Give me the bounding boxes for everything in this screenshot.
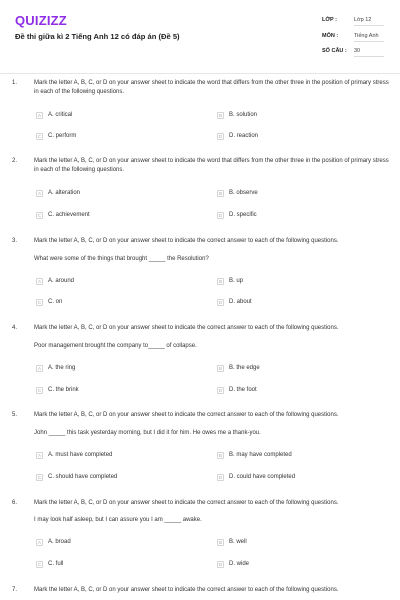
option-a-marker: A (37, 452, 41, 458)
class-label: LỚP : (322, 17, 337, 23)
option-d[interactable] (217, 385, 257, 395)
option-b[interactable] (217, 276, 243, 286)
option-c[interactable] (36, 385, 79, 395)
quizizz-logo: QUIZIZZ (15, 13, 67, 28)
option-d-text: D. wide (229, 561, 250, 567)
option-a[interactable] (36, 363, 75, 373)
option-a-text: A. the ring (48, 365, 76, 371)
question-text: Mark the letter A, B, C, or D on your answer sheet to indicate the correct answer to each of the following questions. (34, 412, 339, 418)
option-c-text: C. the brink (48, 387, 79, 393)
option-a-marker: A (37, 112, 41, 118)
option-c-text: C. achievement (48, 212, 90, 218)
question-text: Mark the letter A, B, C, or D on your answer sheet to indicate the word that differs from the other three in the position of primary stress in each of the following questions. (34, 80, 389, 95)
option-d[interactable] (217, 472, 295, 482)
class-value: Lớp 12 (354, 17, 384, 26)
option-c-marker: C (37, 133, 42, 139)
option-b[interactable] (217, 188, 258, 198)
question-count-value: 30 (354, 48, 384, 57)
option-c[interactable] (36, 131, 76, 141)
option-b-text: B. the edge (229, 365, 260, 371)
option-c-marker: C (37, 212, 42, 218)
question-text: Mark the letter A, B, C, or D on your answer sheet to indicate the correct answer to each of the following questions. (34, 587, 339, 593)
question-sentence: Poor management brought the company to_____ of collapse. (34, 343, 197, 349)
option-d-marker: D (218, 387, 223, 393)
option-a-text: A. alteration (48, 190, 81, 196)
option-d-text: D. reaction (229, 133, 259, 139)
option-b-marker: B (218, 112, 222, 118)
option-d-text: D. the foot (229, 387, 257, 393)
option-c-text: C. perform (48, 133, 77, 139)
option-c-text: C. on (48, 299, 63, 305)
question-sentence: What were some of the things that brought _____ the Resolution? (34, 256, 209, 262)
option-d[interactable] (217, 210, 257, 220)
option-d-text: D. about (229, 299, 252, 305)
option-c-marker: C (37, 299, 42, 305)
question-number: 2. (12, 158, 18, 164)
page-title: Đề thi giữa kì 2 Tiếng Anh 12 có đáp án (Đề 5) (15, 32, 180, 41)
option-a-marker: A (37, 539, 41, 545)
question-number: 6. (12, 500, 18, 506)
option-b-marker: B (218, 365, 222, 371)
option-a-marker: A (37, 278, 41, 284)
option-c-text: C. full (48, 561, 64, 567)
option-b-marker: B (218, 539, 222, 545)
option-c-marker: C (37, 387, 42, 393)
question-number: 7. (12, 587, 18, 593)
option-d[interactable] (217, 559, 249, 569)
option-b-text: B. well (229, 539, 247, 545)
option-c[interactable] (36, 559, 63, 569)
option-a[interactable] (36, 450, 112, 460)
question-text: Mark the letter A, B, C, or D on your answer sheet to indicate the correct answer to each of the following questions. (34, 238, 339, 244)
option-a[interactable] (36, 188, 80, 198)
question-text: Mark the letter A, B, C, or D on your answer sheet to indicate the correct answer to each of the following questions. (34, 325, 339, 331)
option-a-marker: A (37, 365, 41, 371)
option-a-text: A. critical (48, 112, 73, 118)
question-sentence: I may look half asleep, but I can assure you I am _____ awake. (34, 517, 202, 523)
option-c[interactable] (36, 297, 62, 307)
question-number: 4. (12, 325, 18, 331)
option-b[interactable] (217, 537, 247, 547)
option-d-marker: D (218, 299, 223, 305)
option-a-text: A. broad (48, 539, 71, 545)
option-b-marker: B (218, 452, 222, 458)
option-b[interactable] (217, 363, 260, 373)
option-a-text: A. must have completed (48, 452, 113, 458)
option-a[interactable] (36, 537, 71, 547)
option-d-marker: D (218, 212, 223, 218)
option-c[interactable] (36, 210, 90, 220)
question-number: 3. (12, 238, 18, 244)
option-d-marker: D (218, 474, 223, 480)
option-b-marker: B (218, 190, 222, 196)
option-d-text: D. could have completed (229, 474, 296, 480)
option-b[interactable] (217, 450, 292, 460)
question-count-label: SỐ CÂU : (322, 48, 347, 54)
question-sentence: John _____ this task yesterday morning, but I did it for him. He owes me a thank-you. (34, 430, 261, 436)
question-text: Mark the letter A, B, C, or D on your answer sheet to indicate the correct answer to each of the following questions. (34, 500, 339, 506)
option-a[interactable] (36, 276, 74, 286)
option-c[interactable] (36, 472, 117, 482)
header-divider (0, 73, 400, 74)
option-c-text: C. should have completed (48, 474, 118, 480)
option-b-marker: B (218, 278, 222, 284)
option-b-text: B. observe (229, 190, 258, 196)
option-c-marker: C (37, 474, 42, 480)
option-a[interactable] (36, 110, 72, 120)
option-a-text: A. around (48, 278, 75, 284)
option-d-marker: D (218, 133, 223, 139)
question-number: 1. (12, 80, 18, 86)
option-d-text: D. specific (229, 212, 257, 218)
option-b-text: B. up (229, 278, 244, 284)
option-d[interactable] (217, 131, 258, 141)
option-a-marker: A (37, 190, 41, 196)
option-b-text: B. solution (229, 112, 258, 118)
option-b-text: B. may have completed (229, 452, 292, 458)
question-text: Mark the letter A, B, C, or D on your answer sheet to indicate the word that differs from the other three in the position of primary stress in each of the following questions. (34, 158, 389, 173)
question-number: 5. (12, 412, 18, 418)
option-d-marker: D (218, 561, 223, 567)
subject-label: MÔN : (322, 33, 339, 39)
option-c-marker: C (37, 561, 42, 567)
option-d[interactable] (217, 297, 252, 307)
option-b[interactable] (217, 110, 257, 120)
subject-value: Tiếng Anh (354, 33, 384, 42)
